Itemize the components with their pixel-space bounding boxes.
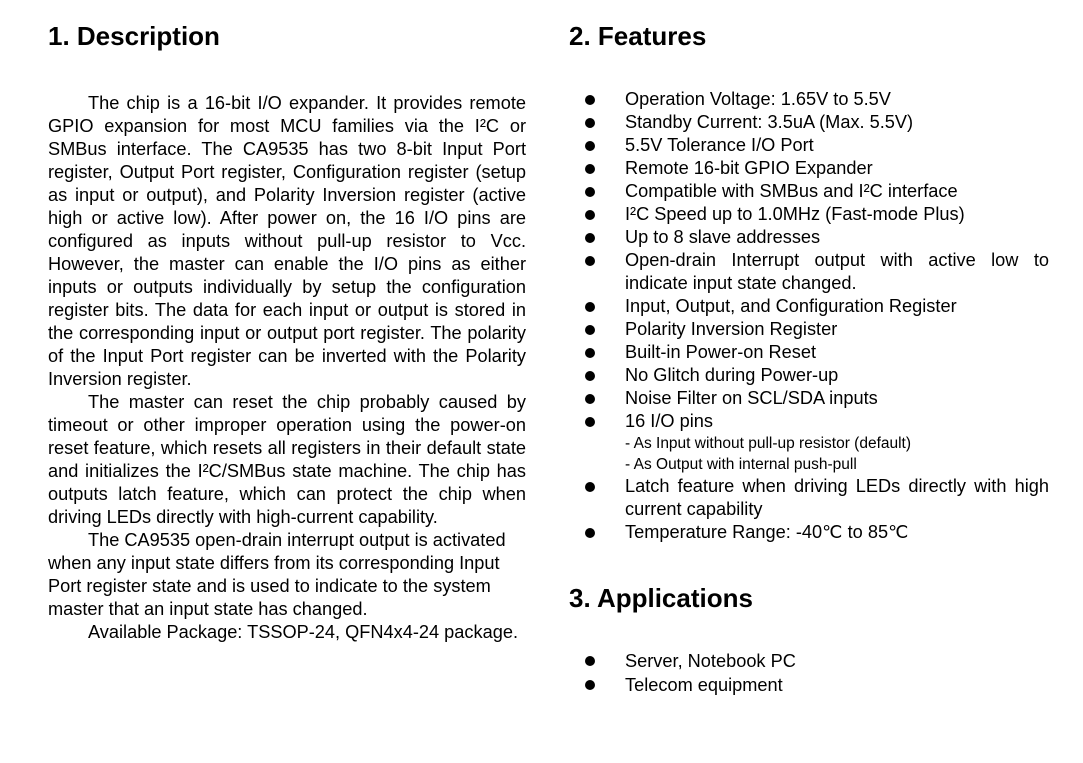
feature-item: Polarity Inversion Register [569, 318, 1049, 341]
feature-item: Noise Filter on SCL/SDA inputs [569, 387, 1049, 410]
feature-item: Input, Output, and Configuration Register [569, 295, 1049, 318]
feature-item: Built-in Power-on Reset [569, 341, 1049, 364]
description-paragraph: The chip is a 16-bit I/O expander. It provides remote GPIO expansion for most MCU families via the I²C or SMBus interface. The CA9535 has two 8-bit Input Port register, Output Port register, Configuration register (setup as input or output), and Polarity Inversion register (active high or active low). After power on, the 16 I/O pins are configured as inputs without pull-up resistor to Vᴄᴄ. However, the master can enable the I/O pins as either inputs or outputs individually by setup the configuration register bits. The data for each input or output is stored in the corresponding input or output port register. The polarity of the Input Port register can be inverted with the Polarity Inversion register. [48, 93, 526, 389]
feature-item: Standby Current: 3.5uA (Max. 5.5V) [569, 111, 1049, 134]
description-heading: 1. Description [48, 21, 220, 51]
description-paragraph: The CA9535 open-drain interrupt output is activated when any input state differs from its corresponding Input Port register state and is used to indicate to the system master that an input state has changed. [48, 530, 506, 619]
feature-item: Up to 8 slave addresses [569, 226, 1049, 249]
feature-item: Latch feature when driving LEDs directly with high current capability [569, 475, 1049, 521]
feature-subitem: - As Output with internal push-pull [625, 456, 857, 473]
description-body [48, 92, 526, 644]
feature-item: I²C Speed up to 1.0MHz (Fast-mode Plus) [569, 203, 1049, 226]
feature-item-label: 16 I/O pins [625, 411, 713, 431]
application-item: Server, Notebook PC [569, 649, 1049, 673]
applications-list [569, 649, 1049, 697]
description-paragraph: The master can reset the chip probably caused by timeout or other improper operation using the power-on reset feature, which resets all registers in their default state and initializes the I²C/SMBus state machine. The chip has outputs latch feature, which can protect the chip when driving LEDs directly with high-current capability. [48, 392, 526, 527]
features-list [569, 88, 1049, 544]
feature-item: Compatible with SMBus and I²C interface [569, 180, 1049, 203]
feature-subitem: - As Input without pull-up resistor (default) [625, 435, 912, 452]
feature-item-io-pins [569, 410, 1049, 475]
feature-item: No Glitch during Power-up [569, 364, 1049, 387]
feature-item: Operation Voltage: 1.65V to 5.5V [569, 88, 1049, 111]
description-paragraph: Available Package: TSSOP-24, QFN4x4-24 package. [88, 622, 518, 642]
features-heading: 2. Features [569, 21, 707, 51]
applications-heading: 3. Applications [569, 583, 753, 613]
feature-item: Temperature Range: -40℃ to 85℃ [569, 521, 1049, 544]
feature-item: Remote 16-bit GPIO Expander [569, 157, 1049, 180]
feature-item: 5.5V Tolerance I/O Port [569, 134, 1049, 157]
application-item: Telecom equipment [569, 673, 1049, 697]
feature-item: Open-drain Interrupt output with active low to indicate input state changed. [569, 249, 1049, 295]
